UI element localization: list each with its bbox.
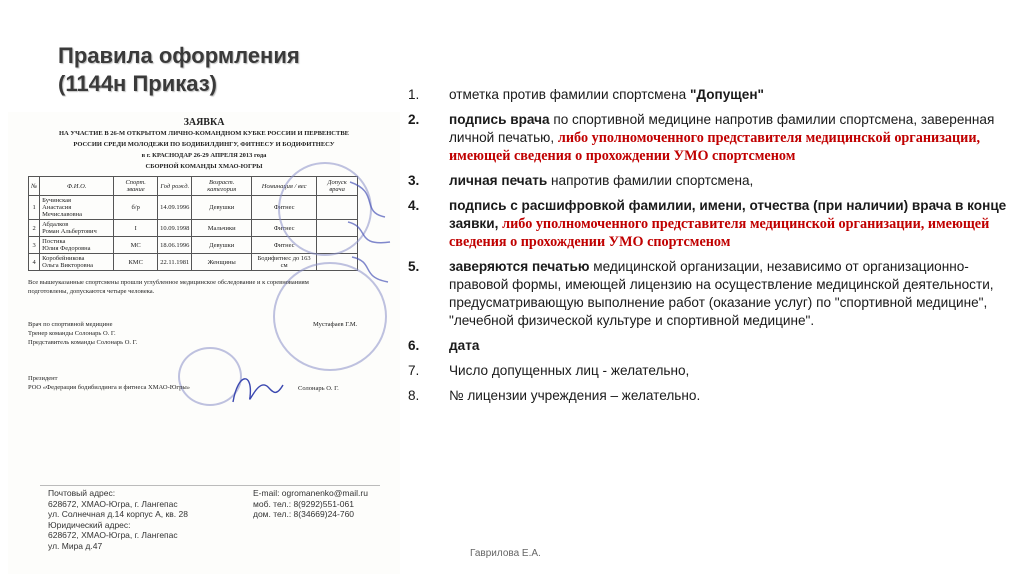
list-item-highlight: либо уполномоченного представителя медицинской организации, имеющей сведения о прохождении УМО спортсменом [449, 130, 981, 164]
cell-year: 18.06.1996 [158, 237, 192, 254]
cell-rank: I [114, 220, 158, 237]
president-signature [228, 367, 288, 412]
doc-subheading-3: в г. КРАСНОДАР 26-29 АПРЕЛЯ 2013 года [141, 152, 267, 159]
given-names: Ольга Викторовна [42, 262, 94, 269]
slide-title [58, 42, 300, 98]
list-item-number: 5. [408, 259, 420, 274]
doctor-label: Врач по спортивной медицине [28, 321, 113, 328]
doc-subheading-2: РОССИИ СРЕДИ МОЛОДЕЖИ ПО БОДИБИЛДИНГУ, ФИТНЕСУ И БОДИФИТНЕСУ [73, 141, 335, 148]
col-category: Возраст. категория [192, 177, 252, 196]
cell-name [40, 237, 114, 254]
given-names: Роман Альбертович [42, 228, 97, 235]
doctor-name: Мустафаев Г.М. [313, 321, 358, 328]
list-item-number: 6. [408, 338, 420, 353]
cell-name [40, 254, 114, 271]
addr-line: ул. Мира д.47 [48, 540, 103, 551]
cell-category: Женщины [192, 254, 252, 271]
list-item-text: личная печать [449, 173, 548, 188]
addr-line: ул. Солнечная д.14 корпус А, кв. 28 [48, 509, 188, 519]
rules-list [408, 86, 1008, 412]
doc-subheading-1: НА УЧАСТИЕ В 26-М ОТКРЫТОМ ЛИЧНО-КОМАНДНОМ КУБКЕ РОССИИ И ПЕРВЕНСТВЕ [58, 130, 349, 137]
surname: Постика [42, 238, 66, 245]
cell-nomination: Фитнес [252, 196, 317, 220]
list-item [408, 362, 1008, 380]
surname: Абдалков [42, 221, 69, 228]
list-item [408, 197, 1008, 251]
list-item-number: 7. [408, 363, 420, 378]
cell-num: 1 [29, 196, 40, 220]
col-rank: Спорт. звание [114, 177, 158, 196]
doc-note [28, 278, 388, 296]
col-admission: Допуск врача [317, 177, 358, 196]
list-item-number: 8. [408, 388, 420, 403]
cell-nomination: Фитнес [252, 237, 317, 254]
note-line-2: подготовлены, допускаются четыре человека. [28, 288, 155, 295]
col-year: Год рожд. [158, 177, 192, 196]
cell-year: 10.09.1998 [158, 220, 192, 237]
addr-line: 628672, ХМАО-Югра, г. Лангепас [48, 530, 178, 540]
address-right [253, 488, 403, 520]
list-item-text: № лицензии учреждения – желательно. [449, 388, 701, 403]
list-item-highlight: либо уполномоченного представителя медицинской организации, имеющей сведения о прохождении УМО спортсменом [449, 216, 990, 250]
cell-rank: б/р [114, 196, 158, 220]
author-footer: Гаврилова Е.А. [470, 548, 541, 559]
list-item [408, 111, 1008, 165]
cell-category: Девушки [192, 237, 252, 254]
cell-year: 22.11.1981 [158, 254, 192, 271]
note-line-1: Все вышеуказанные спортсмены прошли углубленное медицинское обследование и к соревнованиям [28, 279, 309, 286]
col-num: № [29, 177, 40, 196]
cell-category: Мальчики [192, 220, 252, 237]
list-item-text: по спортивной медицине напротив фамилии спортсмена, заверенная личной печатью, [449, 112, 995, 145]
list-item [408, 337, 1008, 355]
title-line-2: (1144н Приказ) [58, 71, 218, 96]
list-item [408, 258, 1008, 330]
list-item [408, 387, 1008, 405]
list-item-text: подпись врача [449, 112, 550, 127]
list-item-text: отметка против фамилии спортсмена [449, 87, 690, 102]
surname: Коробейникова [42, 255, 85, 262]
cell-nomination: Бодифитнес до 163 см [252, 254, 317, 271]
cell-num: 2 [29, 220, 40, 237]
addr-line: 628672, ХМАО-Югра, г. Лангепас [48, 498, 178, 509]
list-item-text: дата [449, 338, 480, 353]
list-item-text: "Допущен" [689, 87, 764, 102]
org-name: РОО «Федерация бодибилдинга и фитнеса ХМАО-Югры» [28, 384, 190, 391]
coach-line: Тренер команды Солонарь О. Г. [28, 330, 116, 337]
list-item-text: напротив фамилии спортсмена, [547, 173, 754, 188]
cell-year: 14.09.1996 [158, 196, 192, 220]
list-item [408, 172, 1008, 190]
doc-subheading-4: СБОРНОЙ КОМАНДЫ ХМАО-ЮГРЫ [145, 163, 263, 170]
list-item-text: заверяются печатью [449, 259, 590, 274]
list-item-number: 4. [408, 198, 420, 213]
cell-name [40, 196, 114, 220]
list-item-text: Число допущенных лиц - желательно, [449, 363, 690, 378]
cell-rank: МС [114, 237, 158, 254]
list-item-text: подпись с расшифровкой фамилии, имени, отчества (при наличии) врача в конце заявки, [449, 198, 1007, 231]
list-item-text: медицинской организации, независимо от организационно-правовой формы, имеющей лицензию на осуществление медицинской деятельности, предусматривающую выполнение работ (оказание услуг) по "спортивной медицине", "лечебной физической культуре и спортивной медицине". [449, 259, 994, 328]
cell-num: 3 [29, 237, 40, 254]
address-left [48, 488, 238, 551]
list-item-number: 2. [408, 112, 420, 127]
contact-line: E-mail: ogromanenko@mail.ru [253, 488, 368, 498]
cell-name [40, 220, 114, 237]
addr-line: Почтовый адрес: [48, 488, 116, 498]
list-item-number: 1. [408, 87, 420, 102]
contact-line: дом. тел.: 8(34669)24-760 [253, 509, 355, 519]
cell-num: 4 [29, 254, 40, 271]
president-name: Солонарь О. Г. [298, 385, 339, 392]
title-line-1: Правила оформления [58, 43, 300, 68]
doc-heading: ЗАЯВКА [183, 117, 225, 128]
handwritten-signature [340, 172, 400, 292]
list-item-number: 3. [408, 173, 420, 188]
col-name: Ф.И.О. [40, 177, 114, 196]
list-item [408, 86, 1008, 104]
surname: Бучинская [42, 197, 72, 204]
address-divider [40, 485, 380, 486]
rep-line: Представитель команды Солонарь О. Г. [28, 339, 138, 346]
president-label: Президент [28, 375, 58, 382]
col-nomination: Номинация / вес [252, 177, 317, 196]
given-names: Анастасия Мечиславовна [42, 204, 83, 218]
given-names: Юлия Федоровна [42, 245, 91, 252]
contact-line: моб. тел.: 8(9292)551-061 [253, 498, 354, 509]
cell-category: Девушки [192, 196, 252, 220]
addr-line: Юридический адрес: [48, 519, 131, 530]
cell-rank: КМС [114, 254, 158, 271]
cell-nomination: Фитнес [252, 220, 317, 237]
